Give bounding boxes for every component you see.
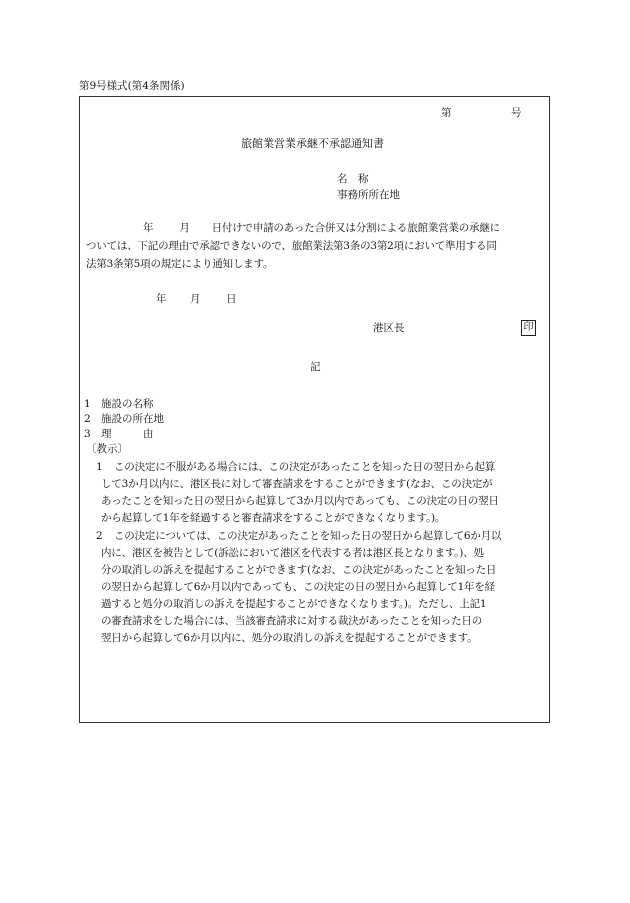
kyouji-note-1-line: して3か月以内に、港区長に対して審査請求をすることができます(なお、この決定が	[101, 478, 493, 490]
addressee-address-label: 事務所所在地	[337, 189, 400, 201]
kyouji-heading: 〔教示〕	[86, 443, 128, 455]
ki-heading: 記	[310, 361, 321, 373]
seal-mark: 印	[521, 320, 536, 336]
kyouji-note-2-line: 内に、港区を被告として(訴訟において港区を代表する者は港区長となります。)、処	[101, 547, 484, 559]
body-line-2: ついては、下記の理由で承認できないので、旅館業法第3条の3第2項において準用する同	[86, 240, 497, 252]
date-year: 年	[156, 293, 167, 305]
kyouji-note-2-num: 2	[96, 530, 103, 542]
item-2-label: 施設の所在地	[101, 413, 164, 425]
kyouji-note-2-line: 分の取消しの訴えを提起することができます(なお、この決定があったことを知った日	[101, 564, 497, 576]
item-1-num: 1	[84, 398, 91, 410]
body-line-3: 法第3条第5項の規定により通知します。	[86, 258, 274, 270]
kyouji-note-1-line: から起算して1年を経過すると審査請求をすることができなくなります。)。	[101, 512, 446, 524]
body-year: 年	[143, 222, 154, 234]
item-3-label: 理 由	[101, 428, 154, 440]
item-3-num: 3	[84, 428, 91, 440]
ref-no-dai: 第	[441, 107, 452, 119]
body-month: 月	[179, 222, 190, 234]
date-day: 日	[226, 293, 237, 305]
addressee-name-label: 名 称	[337, 173, 369, 185]
issuer-title: 港区長	[373, 322, 405, 334]
body-paragraph	[86, 219, 550, 273]
kyouji-note-2-line: この決定については、この決定があったことを知った日の翌日から起算して6か月以	[114, 530, 502, 542]
kyouji-note-2-line: 翌日から起算して6か月以内に、処分の取消しの訴えを提起することができます。	[101, 632, 478, 644]
form-header: 第9号様式(第4条関係)	[79, 80, 185, 92]
body-line-1: 日付けで申請のあった合併又は分割による旅館業営業の承継に	[211, 222, 500, 234]
kyouji-note-2-line: の翌日から起算して6か月以内であっても、この決定の日の翌日から起算して1年を経	[101, 581, 495, 593]
item-1-label: 施設の名称	[101, 398, 154, 410]
item-2-num: 2	[84, 413, 91, 425]
kyouji-note-2	[86, 528, 550, 647]
ref-no-go: 号	[511, 107, 522, 119]
kyouji-note-1-num: 1	[96, 461, 103, 473]
kyouji-note-2-line: の審査請求をした場合には、当該審査請求に対する裁決があったことを知った日の	[101, 615, 482, 627]
kyouji-note-1	[86, 459, 550, 527]
document-title: 旅館業営業承継不承認通知書	[241, 137, 384, 150]
date-month: 月	[190, 293, 201, 305]
kyouji-note-1-line: あったことを知った日の翌日から起算して3か月以内であっても、この決定の日の翌日	[101, 495, 499, 507]
kyouji-note-1-line: この決定に不服がある場合には、この決定があったことを知った日の翌日から起算	[114, 461, 495, 473]
kyouji-note-2-line: 過すると処分の取消しの訴えを提起することができなくなります。)。ただし、上記1	[101, 598, 487, 610]
